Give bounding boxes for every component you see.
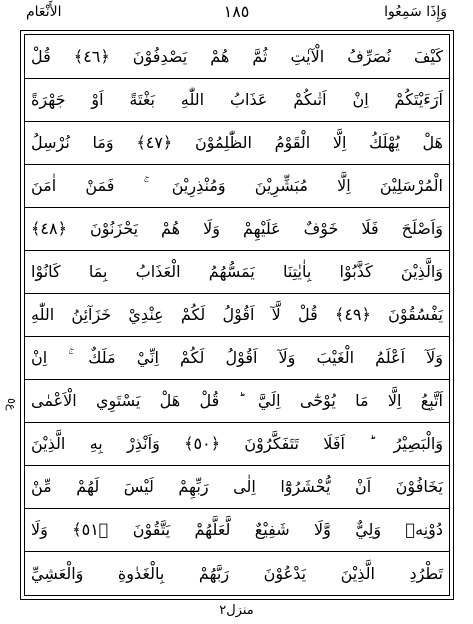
text-line [25,379,449,423]
text-line [25,551,449,597]
line-text: هَلْ يُهْلَكُ اِلَّا الْقَوْمُ الظّٰلِمُوْنَ ﴿٤٧﴾ وَمَا نُرْسِلُ [31,132,443,152]
line-text: وَلَآ اَعْلَمُ الْغَيْبَ وَلَآ اَقُوْلُ لَكُمْ اِنِّيْ مَلَكٌ ۚ اِنْ [31,347,443,367]
line-text: وَالْبَصِيْرُ ؕ اَفَلَا تَتَفَكَّرُوْنَ ﴿٥٠﴾ وَاَنْذِرْ بِهِ الَّذِيْنَ [31,433,444,453]
line-text: كَيْفَ نُصَرِّفُ الْآيٰتِ ثُمَّ هُمْ يَصْدِفُوْنَ ﴿٤٦﴾ قُلْ [31,46,444,66]
text-line [25,465,449,509]
page-header [0,0,473,30]
text-line [25,207,449,251]
text-line [25,35,449,79]
line-text: وَاَصْلَحَ فَلَا خَوْفٌ عَلَيْهِمْ وَلَا هُمْ يَحْزَنُوْنَ ﴿٤٨﴾ [31,218,443,238]
text-line [25,78,449,122]
text-line [25,508,449,552]
surah-title: الأَنْعَام [26,4,62,20]
line-text: الْمُرْسَلِيْنَ اِلَّا مُبَشِّرِيْنَ وَمُنْذِرِيْنَ ۚ فَمَنْ اٰمَنَ [31,175,443,195]
text-line [25,336,449,380]
line-text: يَفْسُقُوْنَ ﴿٤٩﴾ قُلْ لَّآ اَقُوْلُ لَكُمْ عِنْدِيْ خَزَآئِنُ اللّٰهِ [31,304,444,324]
text-line [25,250,449,294]
text-block [24,34,450,596]
text-line [25,422,449,466]
line-text: دُوْنِهٖ وَلِيٌّ وَّلَا شَفِيْعٌ لَّعَلَّهُمْ يَتَّقُوْنَ ﴿٥١﴾ وَلَا [31,519,443,539]
text-frame [20,30,454,600]
line-text: اَتَّبِعُ اِلَّا مَا يُوْحٰٓى اِلَيَّ ؕ قُلْ هَلْ يَسْتَوِي الْاَعْمٰى [31,390,443,410]
line-text: يَخَافُوْنَ اَنْ يُّحْشَرُوْٓا اِلٰى رَبِّهِمْ لَيْسَ لَهُمْ مِّنْ [31,476,443,496]
page-number: ١٨٥ [223,2,250,21]
manzil-footer: منزل٢ [219,603,254,618]
text-line [25,164,449,208]
text-line [25,121,449,165]
line-text: وَالَّذِيْنَ كَذَّبُوْا بِاٰيٰتِنَا يَمَسُّهُمُ الْعَذَابُ بِمَا كَانُوْا [31,261,443,281]
text-line [25,293,449,337]
line-text: تَطْرُدِ الَّذِيْنَ يَدْعُوْنَ رَبَّهُمْ بِالْغَدٰوةِ وَالْعَشِيِّ [31,564,443,584]
juz-title: وَإِذَا سَمِعُوا [384,4,447,20]
line-text: اَرَءَيْتَكُمْ اِنْ اَتٰىكُمْ عَذَابُ اللّٰهِ بَغْتَةً اَوْ جَهْرَةً [31,89,443,109]
ruku-mark: ع٥ [5,398,18,411]
